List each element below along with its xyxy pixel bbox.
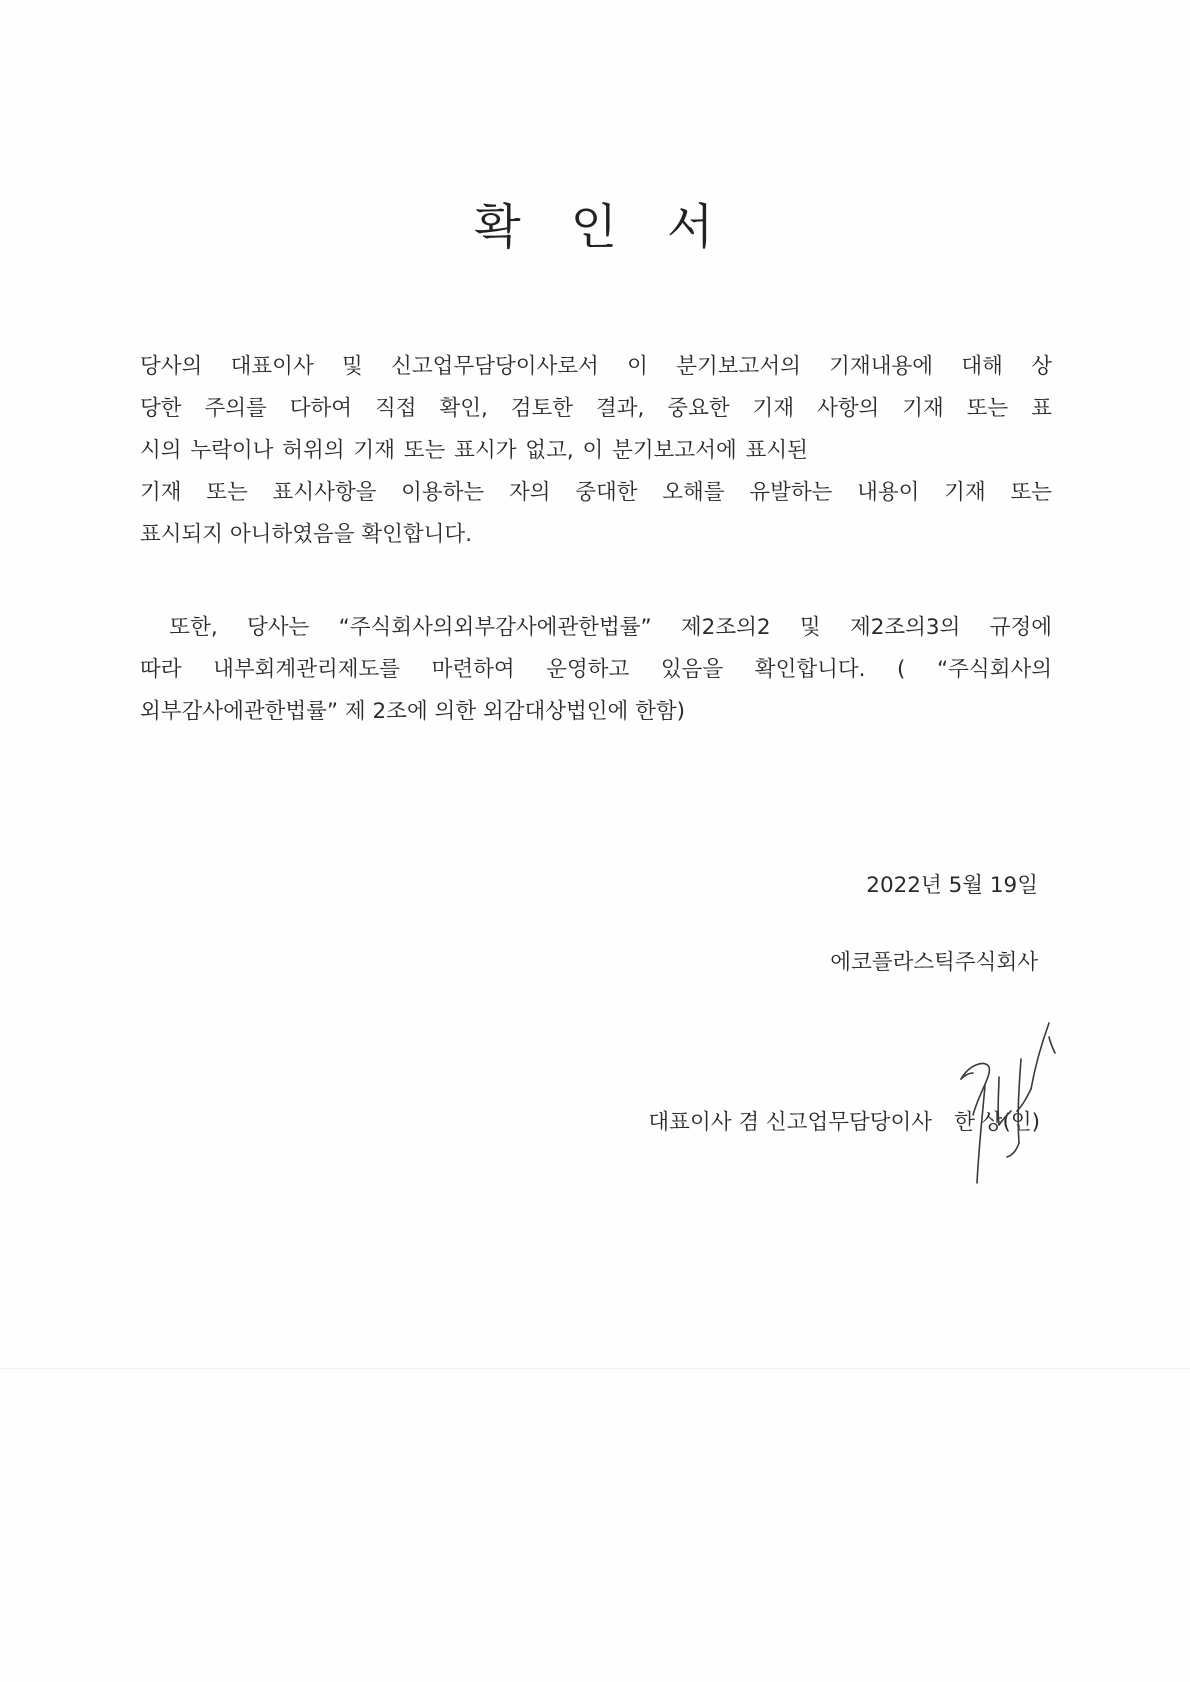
paragraph-line: 외부감사에관한법률” 제 2조에 의한 외감대상법인에 한함) bbox=[140, 699, 686, 724]
handwritten-signature bbox=[955, 1015, 1065, 1190]
document-title: 확 인 서 bbox=[474, 199, 716, 255]
company-name: 에코플라스틱주식회사 bbox=[830, 950, 1038, 975]
signer-role: 대표이사 겸 신고업무담당이사 bbox=[648, 1110, 933, 1135]
internal-control-paragraph bbox=[140, 607, 1052, 733]
document-date: 2022년 5월 19일 bbox=[866, 873, 1038, 898]
confirmation-paragraph bbox=[140, 346, 1052, 556]
signer-name: 한 상 bbox=[954, 1110, 1003, 1135]
paragraph-line: 표시되지 아니하였음을 확인합니다. bbox=[140, 522, 473, 547]
paragraph-line: 기재 또는 표시사항을 이용하는 자의 중대한 오해를 유발하는 내용이 기재 또는 bbox=[140, 480, 1052, 505]
paragraph-line: 당사의 대표이사 및 신고업무담당이사로서 이 분기보고서의 기재내용에 대해 상 bbox=[140, 354, 1052, 379]
paragraph-line: 시의 누락이나 허위의 기재 또는 표시가 없고, 이 분기보고서에 표시된 bbox=[140, 438, 808, 463]
paragraph-line: 당한 주의를 다하여 직접 확인, 검토한 결과, 중요한 기재 사항의 기재 또는 표 bbox=[140, 396, 1052, 421]
seal-mark: (인) bbox=[1002, 1110, 1040, 1135]
paragraph-line: 따라 내부회계관리제도를 마련하여 운영하고 있음을 확인합니다. ( “주식회사의 bbox=[140, 657, 1052, 682]
paragraph-line: 또한, 당사는 “주식회사의외부감사에관한법률” 제2조의2 및 제2조의3의 규정에 bbox=[140, 615, 1052, 640]
scan-fold-line bbox=[0, 1368, 1190, 1369]
